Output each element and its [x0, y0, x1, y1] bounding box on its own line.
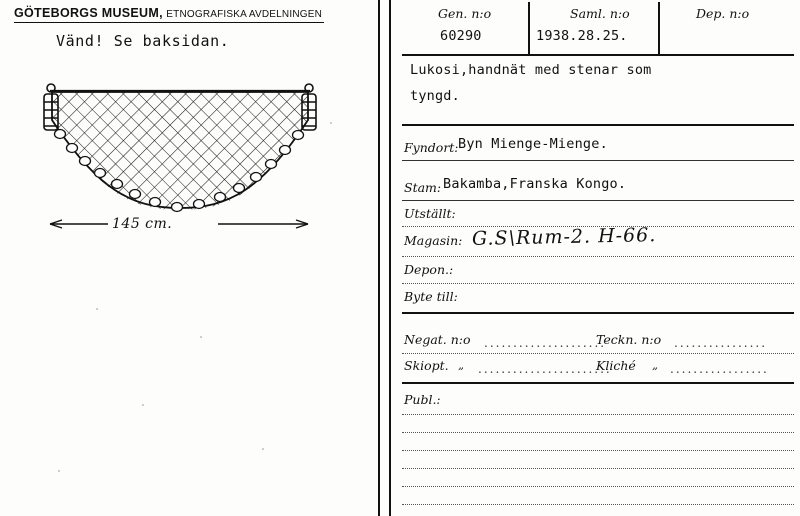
card-divider-right: [389, 0, 391, 516]
net-drawing: [30, 78, 330, 213]
institution-name: GÖTEBORGS MUSEUM,: [14, 6, 163, 20]
fyndort-value: Byn Mienge-Mienge.: [458, 136, 608, 152]
rule-publ-4: [402, 468, 794, 469]
saml-no-label: Saml. n:o: [570, 6, 630, 21]
gen-no-value: 60290: [440, 28, 482, 44]
negat-no-label: Negat. n:o: [404, 332, 471, 347]
rule-under-depon: [402, 283, 794, 284]
skiopt-ditto: „: [458, 358, 464, 372]
skiopt-label: Skiopt.: [404, 358, 449, 373]
magasin-label: Magasin:: [404, 233, 463, 248]
col-divider-1: [528, 2, 530, 54]
turn-over-note: Vänd! Se baksidan.: [56, 32, 230, 50]
rule-publ-1: [402, 414, 794, 415]
rule-under-negat: [402, 353, 794, 354]
rule-publ-3: [402, 450, 794, 451]
rule-under-header: [402, 54, 794, 56]
rule-under-magasin: [402, 256, 794, 257]
magasin-value: G.S\Rum-2. H-66.: [471, 224, 657, 250]
rule-under-skiopt: [402, 382, 794, 384]
kliche-ditto: „: [652, 358, 658, 372]
institution-header: [14, 6, 344, 20]
stam-label: Stam:: [404, 180, 442, 195]
rule-under-stam: [402, 200, 794, 201]
dimension-label: 145 cm.: [112, 216, 173, 232]
saml-no-value: 1938.28.25.: [536, 28, 628, 44]
utstallt-label: Utställt:: [404, 206, 456, 221]
negat-dots: .....................: [484, 336, 607, 350]
rule-under-description: [402, 124, 794, 126]
rule-publ-6: [402, 504, 794, 505]
rule-publ-5: [402, 486, 794, 487]
kliche-dots: .................: [670, 362, 769, 376]
col-divider-2: [658, 2, 660, 54]
rule-under-byte: [402, 312, 794, 314]
rule-under-fyndort: [402, 160, 794, 161]
depon-label: Depon.:: [404, 262, 454, 277]
rule-publ-2: [402, 432, 794, 433]
dimension-arrow: [44, 212, 314, 246]
publ-label: Publ.:: [404, 392, 441, 407]
teckn-no-label: Teckn. n:o: [596, 332, 662, 347]
card-form-panel: [396, 0, 800, 516]
card-divider-left: [378, 0, 380, 516]
byte-till-label: Byte till:: [404, 289, 458, 304]
skiopt-dots: .......................: [478, 362, 612, 376]
stam-value: Bakamba,Franska Kongo.: [443, 176, 627, 192]
dep-no-label: Dep. n:o: [696, 6, 750, 21]
fyndort-label: Fyndort:: [404, 140, 459, 155]
description-line-1: Lukosi,handnät med stenar som: [410, 62, 652, 78]
description-line-2: tyngd.: [410, 88, 460, 104]
header-rule: [14, 22, 324, 23]
card-left-panel: [0, 0, 378, 516]
kliche-label: Kliché: [596, 358, 636, 373]
teckn-dots: ................: [674, 336, 768, 350]
institution-department: ETNOGRAFISKA AVDELNINGEN: [166, 9, 323, 20]
gen-no-label: Gen. n:o: [438, 6, 492, 21]
